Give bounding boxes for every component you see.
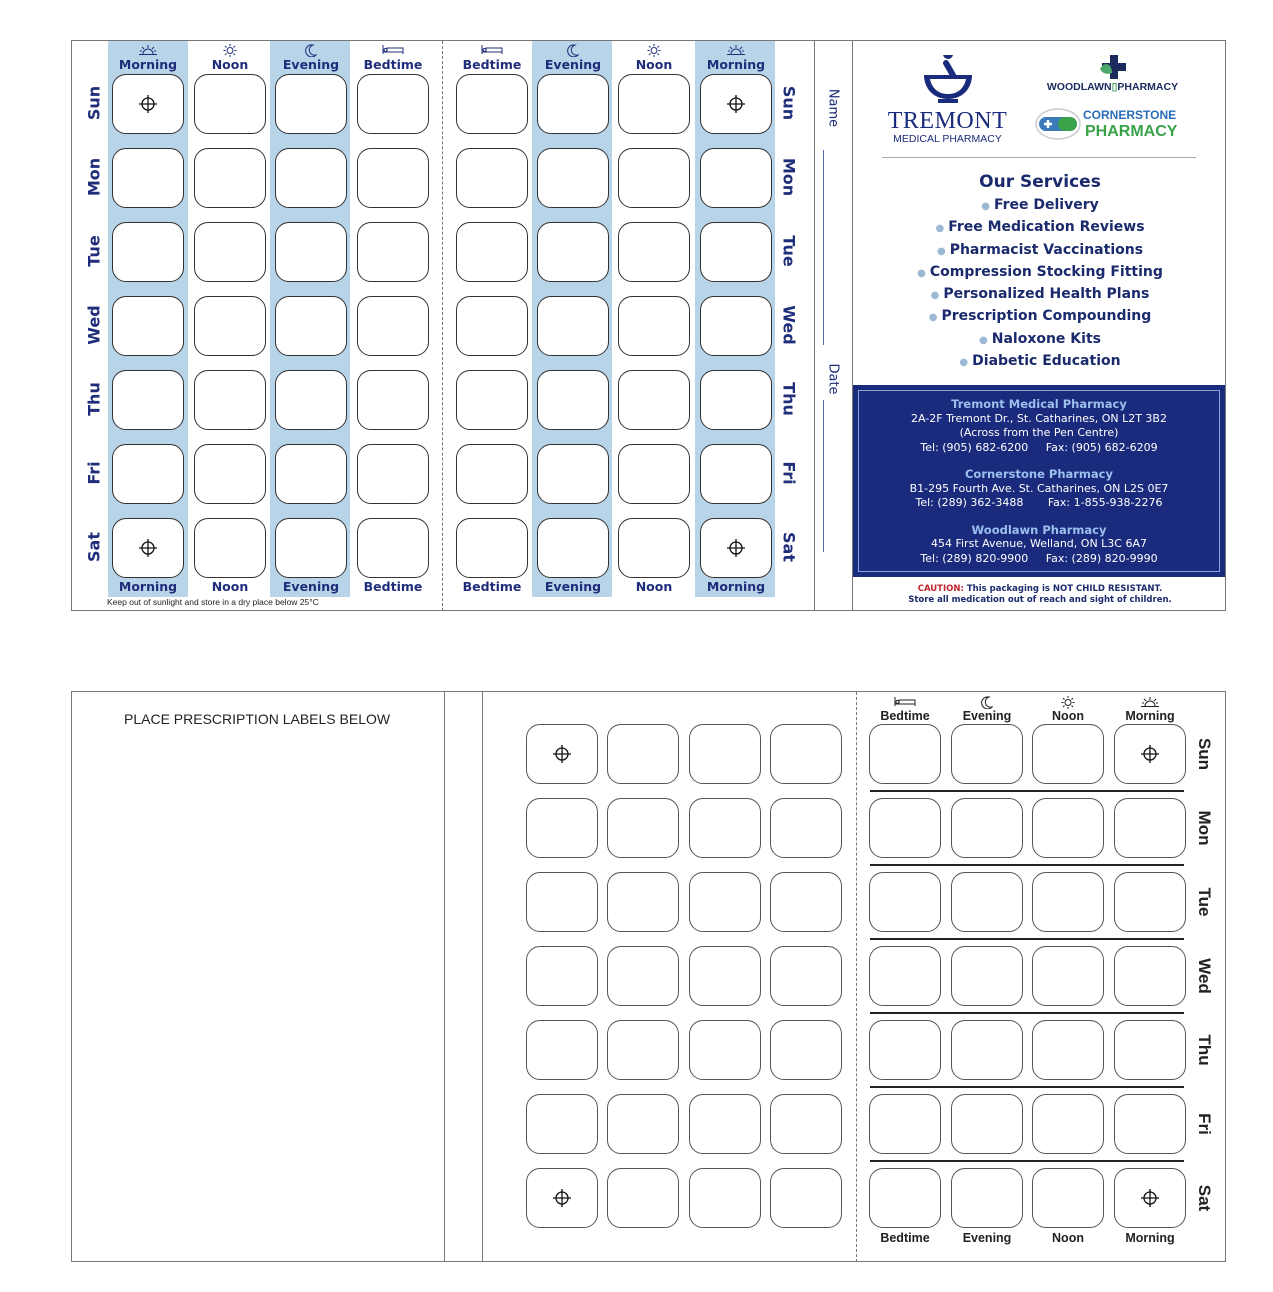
blister-cell[interactable]: [700, 222, 772, 282]
blister-cell[interactable]: [700, 444, 772, 504]
blister-cell[interactable]: [357, 222, 429, 282]
blister-cell[interactable]: [869, 1094, 941, 1154]
storage-note: Keep out of sunlight and store in a dry place below 25°C: [107, 597, 319, 607]
blister-cell[interactable]: [194, 74, 266, 134]
row-separator: [870, 938, 1184, 940]
blister-cell[interactable]: [607, 1094, 679, 1154]
blister-cell[interactable]: [607, 798, 679, 858]
column-footer-bedtime: Bedtime: [462, 579, 522, 594]
day-label-wed: Wed: [84, 305, 104, 345]
capsule-icon: [1035, 107, 1081, 141]
blister-cell[interactable]: [607, 946, 679, 1006]
sunrise-icon: [1140, 696, 1160, 709]
blister-cell[interactable]: [607, 1168, 679, 1228]
day-label-sat: Sat: [1195, 1184, 1214, 1212]
column-footer-evening: Evening: [544, 579, 602, 594]
blister-cell[interactable]: [526, 1094, 598, 1154]
column-header-evening: Evening: [533, 44, 613, 72]
blister-cell[interactable]: [770, 798, 842, 858]
column-header-bedtime: Bedtime: [865, 696, 945, 723]
mortar-pestle-icon: [918, 55, 978, 105]
blister-cell[interactable]: [1114, 1094, 1186, 1154]
blister-cell[interactable]: [456, 296, 528, 356]
blister-cell[interactable]: [357, 74, 429, 134]
column-footer-bedtime: Bedtime: [880, 1231, 930, 1245]
divider: [814, 41, 815, 611]
day-label-wed: Wed: [779, 305, 799, 345]
service-item: ● Free Medication Reviews: [935, 219, 1145, 236]
service-item: ● Pharmacist Vaccinations: [936, 241, 1144, 258]
row-separator: [870, 1086, 1184, 1088]
alignment-target-icon: [139, 539, 157, 557]
service-item: ● Naloxone Kits: [979, 330, 1101, 347]
blister-cell[interactable]: [618, 518, 690, 578]
alignment-target-icon: [553, 745, 571, 763]
bullet-icon: ●: [959, 357, 969, 369]
column-header-bedtime: Bedtime: [353, 44, 433, 72]
blister-cell[interactable]: [869, 724, 941, 784]
day-label-tue: Tue: [84, 235, 104, 267]
date-label: Date: [825, 363, 841, 395]
blister-cell[interactable]: [689, 1020, 761, 1080]
tremont-subtitle: MEDICAL PHARMACY: [893, 133, 1002, 145]
column-footer-noon: Noon: [1052, 1231, 1084, 1245]
location-line: Tel: (289) 820-9900 Fax: (289) 820-9990: [920, 551, 1158, 565]
blister-cell[interactable]: [537, 444, 609, 504]
blister-cell[interactable]: [194, 148, 266, 208]
blister-cell[interactable]: [537, 370, 609, 430]
blister-cell[interactable]: [194, 370, 266, 430]
service-item: ● Free Delivery: [981, 197, 1099, 213]
day-label-fri: Fri: [84, 461, 104, 485]
day-label-tue: Tue: [1195, 887, 1214, 917]
service-item: ● Prescription Compounding: [928, 308, 1152, 325]
column-header-noon: Noon: [190, 44, 270, 72]
blister-cell[interactable]: [194, 296, 266, 356]
blister-cell[interactable]: [357, 518, 429, 578]
day-label-mon: Mon: [84, 157, 104, 197]
day-label-sat: Sat: [779, 532, 799, 562]
blister-cell[interactable]: [526, 946, 598, 1006]
blister-cell[interactable]: [770, 1020, 842, 1080]
blister-cell[interactable]: [689, 872, 761, 932]
blister-cell[interactable]: [700, 518, 772, 578]
blister-cell[interactable]: [1032, 1168, 1104, 1228]
sun-icon: [1060, 696, 1076, 709]
divider: [482, 691, 483, 1262]
column-header-evening: Evening: [271, 44, 351, 72]
blister-cell[interactable]: [537, 148, 609, 208]
blister-cell[interactable]: [537, 296, 609, 356]
blister-cell[interactable]: [1032, 1020, 1104, 1080]
alignment-target-icon: [727, 539, 745, 557]
alignment-target-icon: [727, 95, 745, 113]
blister-cell[interactable]: [770, 1094, 842, 1154]
column-header-noon: Noon: [1028, 696, 1108, 723]
row-separator: [870, 1160, 1184, 1162]
blister-cell[interactable]: [869, 1020, 941, 1080]
bullet-icon: ●: [935, 223, 945, 235]
blister-cell[interactable]: [456, 222, 528, 282]
blister-cell[interactable]: [689, 798, 761, 858]
blister-cell[interactable]: [689, 946, 761, 1006]
blister-cell[interactable]: [700, 370, 772, 430]
blister-cell[interactable]: [618, 296, 690, 356]
blister-cell[interactable]: [112, 296, 184, 356]
blister-cell[interactable]: [537, 222, 609, 282]
logo-divider: [882, 157, 1196, 158]
blister-cell[interactable]: [607, 872, 679, 932]
blister-cell[interactable]: [770, 1168, 842, 1228]
day-label-sun: Sun: [779, 85, 799, 121]
day-label-sun: Sun: [1195, 737, 1214, 771]
blister-cell[interactable]: [112, 370, 184, 430]
blister-cell[interactable]: [700, 148, 772, 208]
blister-cell[interactable]: [689, 724, 761, 784]
blister-cell[interactable]: [194, 518, 266, 578]
blister-cell[interactable]: [112, 444, 184, 504]
column-header-morning: Morning: [696, 44, 776, 72]
blister-cell[interactable]: [951, 946, 1023, 1006]
blister-cell[interactable]: [607, 1020, 679, 1080]
blister-cell[interactable]: [456, 444, 528, 504]
column-header-bedtime: Bedtime: [452, 44, 532, 72]
column-footer-morning: Morning: [706, 579, 766, 594]
tremont-title: TREMONT: [887, 108, 1008, 134]
prescription-label-area[interactable]: [90, 740, 430, 1240]
services-section: [855, 172, 1225, 373]
name-label: Name: [825, 88, 841, 128]
blister-cell[interactable]: [1032, 724, 1104, 784]
blister-cell[interactable]: [869, 872, 941, 932]
sunrise-icon: [138, 44, 158, 57]
blister-cell[interactable]: [618, 222, 690, 282]
blister-cell[interactable]: [618, 148, 690, 208]
location-line: (Across from the Pen Centre): [959, 426, 1119, 439]
row-separator: [870, 790, 1184, 792]
day-label-sat: Sat: [84, 532, 104, 562]
column-footer-morning: Morning: [118, 579, 178, 594]
blister-cell[interactable]: [1114, 724, 1186, 784]
bed-icon: [481, 44, 503, 55]
bullet-icon: ●: [979, 334, 988, 346]
location-line: 2A-2F Tremont Dr., St. Catharines, ON L2T 3B2: [911, 411, 1167, 425]
day-label-thu: Thu: [1195, 1034, 1214, 1066]
blister-cell[interactable]: [526, 1168, 598, 1228]
location-name: Woodlawn Pharmacy: [971, 522, 1107, 537]
column-footer-evening: Evening: [962, 1231, 1012, 1245]
blister-cell[interactable]: [869, 946, 941, 1006]
caution-notice: CAUTION: This packaging is NOT CHILD RESISTANT. Store all medication out of reach and sight of children.: [908, 584, 1172, 605]
bed-icon: [894, 696, 916, 707]
alignment-target-icon: [553, 1189, 571, 1207]
blister-cell[interactable]: [1032, 798, 1104, 858]
blister-cell[interactable]: [1114, 946, 1186, 1006]
woodlawn-logo: WOODLAWN▯PHARMACY: [1030, 55, 1195, 93]
sun-icon: [222, 44, 238, 57]
bullet-icon: ●: [917, 267, 926, 279]
name-line[interactable]: [823, 150, 824, 345]
column-header-morning: Morning: [1110, 696, 1190, 723]
tremont-logo: [880, 55, 1015, 145]
blister-cell[interactable]: [112, 222, 184, 282]
row-separator: [870, 1012, 1184, 1014]
fold-line: [856, 692, 857, 1262]
blister-cell[interactable]: [275, 222, 347, 282]
blister-cell[interactable]: [689, 1168, 761, 1228]
blister-cell[interactable]: [456, 370, 528, 430]
blister-cell[interactable]: [951, 1168, 1023, 1228]
day-label-wed: Wed: [1195, 958, 1214, 994]
location-line: Tel: (289) 362-3488 Fax: 1-855-938-2276: [915, 496, 1163, 509]
divider: [444, 691, 445, 1262]
blister-cell[interactable]: [456, 518, 528, 578]
blister-cell[interactable]: [112, 518, 184, 578]
blister-cell[interactable]: [1114, 798, 1186, 858]
day-label-mon: Mon: [779, 157, 799, 197]
blister-cell[interactable]: [526, 798, 598, 858]
column-header-evening: Evening: [947, 696, 1027, 723]
blister-cell[interactable]: [951, 1094, 1023, 1154]
day-label-fri: Fri: [1195, 1113, 1214, 1135]
moon-icon: [305, 44, 317, 57]
blister-cell[interactable]: [770, 946, 842, 1006]
blister-cell[interactable]: [951, 872, 1023, 932]
date-line[interactable]: [823, 400, 824, 552]
column-footer-bedtime: Bedtime: [363, 579, 423, 594]
locations-panel: [853, 385, 1225, 577]
blister-cell[interactable]: [1114, 1020, 1186, 1080]
fold-line: [442, 41, 443, 611]
blister-cell[interactable]: [869, 798, 941, 858]
day-label-thu: Thu: [84, 382, 104, 416]
blister-cell[interactable]: [689, 1094, 761, 1154]
blister-cell[interactable]: [275, 74, 347, 134]
blister-cell[interactable]: [357, 148, 429, 208]
column-footer-morning: Morning: [1125, 1231, 1175, 1245]
column-header-morning: Morning: [108, 44, 188, 72]
alignment-target-icon: [1141, 1189, 1159, 1207]
blister-cell[interactable]: [112, 148, 184, 208]
alignment-target-icon: [139, 95, 157, 113]
blister-cell[interactable]: [537, 518, 609, 578]
blister-cell[interactable]: [275, 370, 347, 430]
day-label-thu: Thu: [779, 382, 799, 416]
location-name: Cornerstone Pharmacy: [964, 467, 1113, 481]
service-item: ● Personalized Health Plans: [930, 286, 1150, 303]
blister-cell[interactable]: [526, 872, 598, 932]
day-label-tue: Tue: [779, 235, 799, 267]
blister-cell[interactable]: [112, 74, 184, 134]
bed-icon: [382, 44, 404, 55]
blister-cell[interactable]: [275, 444, 347, 504]
sunrise-icon: [726, 44, 746, 57]
column-footer-noon: Noon: [211, 579, 249, 594]
blister-cell[interactable]: [357, 370, 429, 430]
bullet-icon: ●: [930, 290, 940, 302]
bullet-icon: ●: [981, 201, 990, 212]
blister-cell[interactable]: [526, 1020, 598, 1080]
cornerstone-logo: CORNERSTONE PHARMACY: [1035, 105, 1195, 145]
blister-cell[interactable]: [1032, 872, 1104, 932]
services-title: Our Services: [979, 172, 1101, 192]
row-separator: [870, 864, 1184, 866]
blister-cell[interactable]: [275, 296, 347, 356]
blister-cell[interactable]: [700, 296, 772, 356]
day-label-fri: Fri: [779, 461, 799, 485]
blister-cell[interactable]: [1032, 1094, 1104, 1154]
blister-cell[interactable]: [1114, 872, 1186, 932]
blister-cell[interactable]: [526, 724, 598, 784]
blister-cell[interactable]: [951, 1020, 1023, 1080]
service-item: ● Compression Stocking Fitting: [917, 263, 1163, 280]
blister-cell[interactable]: [357, 296, 429, 356]
blister-cell[interactable]: [1032, 946, 1104, 1006]
blister-cell[interactable]: [700, 74, 772, 134]
blister-cell[interactable]: [1114, 1168, 1186, 1228]
blister-cell[interactable]: [770, 872, 842, 932]
blister-cell[interactable]: [456, 148, 528, 208]
day-label-mon: Mon: [1195, 810, 1214, 846]
blister-cell[interactable]: [537, 74, 609, 134]
blister-cell[interactable]: [194, 444, 266, 504]
service-item: ● Diabetic Education: [959, 353, 1121, 370]
blister-cell[interactable]: [194, 222, 266, 282]
alignment-target-icon: [1141, 745, 1159, 763]
blister-cell[interactable]: [951, 724, 1023, 784]
caution-label: CAUTION:: [917, 584, 964, 594]
cross-leaf-icon: [1098, 55, 1128, 81]
label-area-title: PLACE PRESCRIPTION LABELS BELOW: [124, 711, 391, 727]
blister-cell[interactable]: [607, 724, 679, 784]
blister-cell[interactable]: [357, 444, 429, 504]
blister-cell[interactable]: [770, 724, 842, 784]
bullet-icon: ●: [936, 245, 946, 257]
blister-cell[interactable]: [869, 1168, 941, 1228]
blister-cell[interactable]: [618, 444, 690, 504]
location-name: Tremont Medical Pharmacy: [951, 397, 1127, 411]
location-line: B1-295 Fourth Ave. St. Catharines, ON L2S 0E7: [909, 481, 1169, 495]
column-footer-evening: Evening: [282, 579, 340, 594]
sun-icon: [646, 44, 662, 57]
blister-cell[interactable]: [275, 148, 347, 208]
blister-cell[interactable]: [618, 74, 690, 134]
blister-cell[interactable]: [275, 518, 347, 578]
column-header-noon: Noon: [614, 44, 694, 72]
location-line: 454 First Avenue, Welland, ON L3C 6A7: [930, 537, 1147, 550]
blister-cell[interactable]: [618, 370, 690, 430]
column-footer-noon: Noon: [635, 579, 673, 594]
day-label-sun: Sun: [84, 85, 104, 121]
moon-icon: [981, 696, 993, 709]
bullet-icon: ●: [928, 312, 938, 324]
blister-cell[interactable]: [951, 798, 1023, 858]
moon-icon: [567, 44, 579, 57]
location-line: Tel: (905) 682-6200 Fax: (905) 682-6209: [920, 440, 1158, 454]
blister-cell[interactable]: [456, 74, 528, 134]
